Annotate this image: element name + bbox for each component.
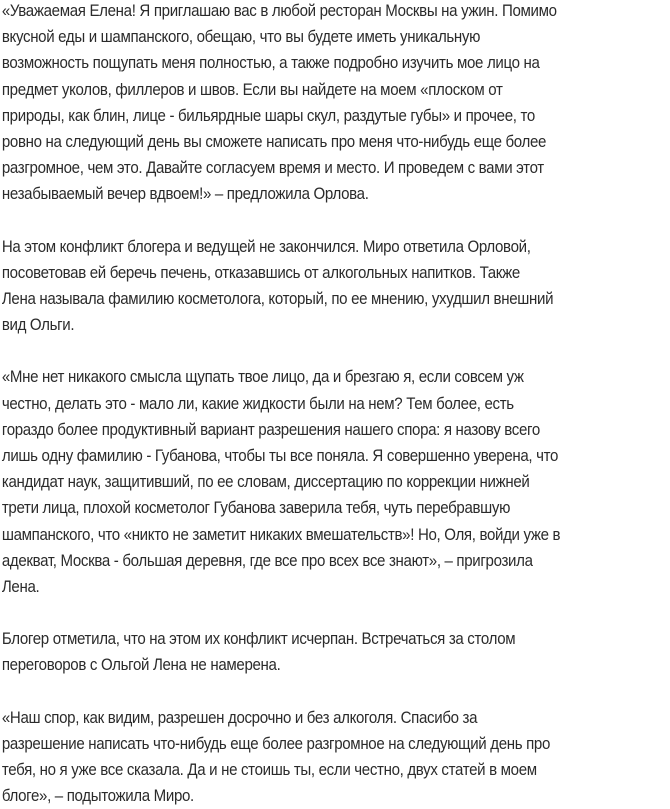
text-line: блоге», – подытожила Миро.	[1, 787, 194, 806]
text-line: разгромное, чем это. Давайте согласуем время и место. И проведем с вами этот	[1, 159, 544, 178]
paragraph-lena-reply	[2, 364, 666, 600]
text-line: «Уважаемая Елена! Я приглашаю вас в любой ресторан Москвы на ужин. Помимо	[1, 2, 557, 20]
text-line: лишь одну фамилию - Губанова, чтобы ты все поняла. Я совершенно уверена, что	[1, 447, 559, 466]
text-line: гораздо более продуктивный вариант разрешения нашего спора: я назову всего	[1, 420, 540, 439]
text-line: честно, делать это - мало ли, какие жидкости были на нем? Тем более, есть	[1, 394, 514, 413]
paragraph-orlova-invitation	[2, 0, 666, 208]
text-line: вид Ольги.	[1, 316, 75, 335]
paragraph-miro-summary	[2, 705, 666, 809]
text-line: шампанского, что «никто не заметит никаких вмешательств»! Но, Оля, войди уже в	[1, 525, 561, 544]
paragraph-conflict-continued	[2, 234, 666, 339]
text-line: адекват, Москва - большая деревня, где все про всех все знают», – пригрозила	[1, 551, 533, 570]
text-line: На этом конфликт блогера и ведущей не закончился. Миро ответила Орловой,	[1, 237, 531, 256]
text-line: Лена называла фамилию косметолога, который, по ее мнению, ухудшил внешний	[1, 290, 554, 309]
text-line: Лена.	[1, 578, 40, 597]
text-line: предмет уколов, филлеров и швов. Если вы найдете на моем «плоском от	[1, 80, 503, 99]
text-line: трети лица, плохой косметолог Губанова заверила тебя, чуть перебравшую	[1, 499, 511, 518]
text-line: вкусной еды и шампанского, обещаю, что вы будете иметь уникальную	[1, 28, 481, 47]
text-line: природы, как блин, лице - бильярдные шары скул, раздутые губы» и прочее, то	[1, 106, 535, 125]
text-line: Блогер отметила, что на этом их конфликт исчерпан. Встречаться за столом	[1, 630, 516, 649]
text-line: «Мне нет никакого смысла щупать твое лицо, да и брезгаю я, если совсем уж	[1, 368, 524, 387]
text-line: разрешение написать что-нибудь еще более разгромное на следующий день про	[1, 734, 551, 753]
text-line: тебя, но я уже все сказала. Да и не стоишь ты, если честно, двух статей в моем	[1, 761, 537, 780]
paragraph-conflict-over	[2, 626, 666, 678]
text-line: возможность пощупать меня полностью, а также подробно изучить мое лицо на	[1, 54, 540, 73]
text-line: «Наш спор, как видим, разрешен досрочно и без алкоголя. Спасибо за	[1, 708, 478, 727]
text-line: ровно на следующий день вы сможете написать про меня что-нибудь еще более	[1, 133, 547, 152]
text-line: незабываемый вечер вдвоем!» – предложила Орлова.	[1, 185, 369, 204]
text-line: посоветовав ей беречь печень, отказавшись от алкогольных напитков. Также	[1, 263, 520, 282]
text-line: кандидат наук, защитивший, по ее словам, диссертацию по коррекции нижней	[1, 473, 530, 492]
text-line: переговоров с Ольгой Лена не намерена.	[1, 656, 281, 675]
